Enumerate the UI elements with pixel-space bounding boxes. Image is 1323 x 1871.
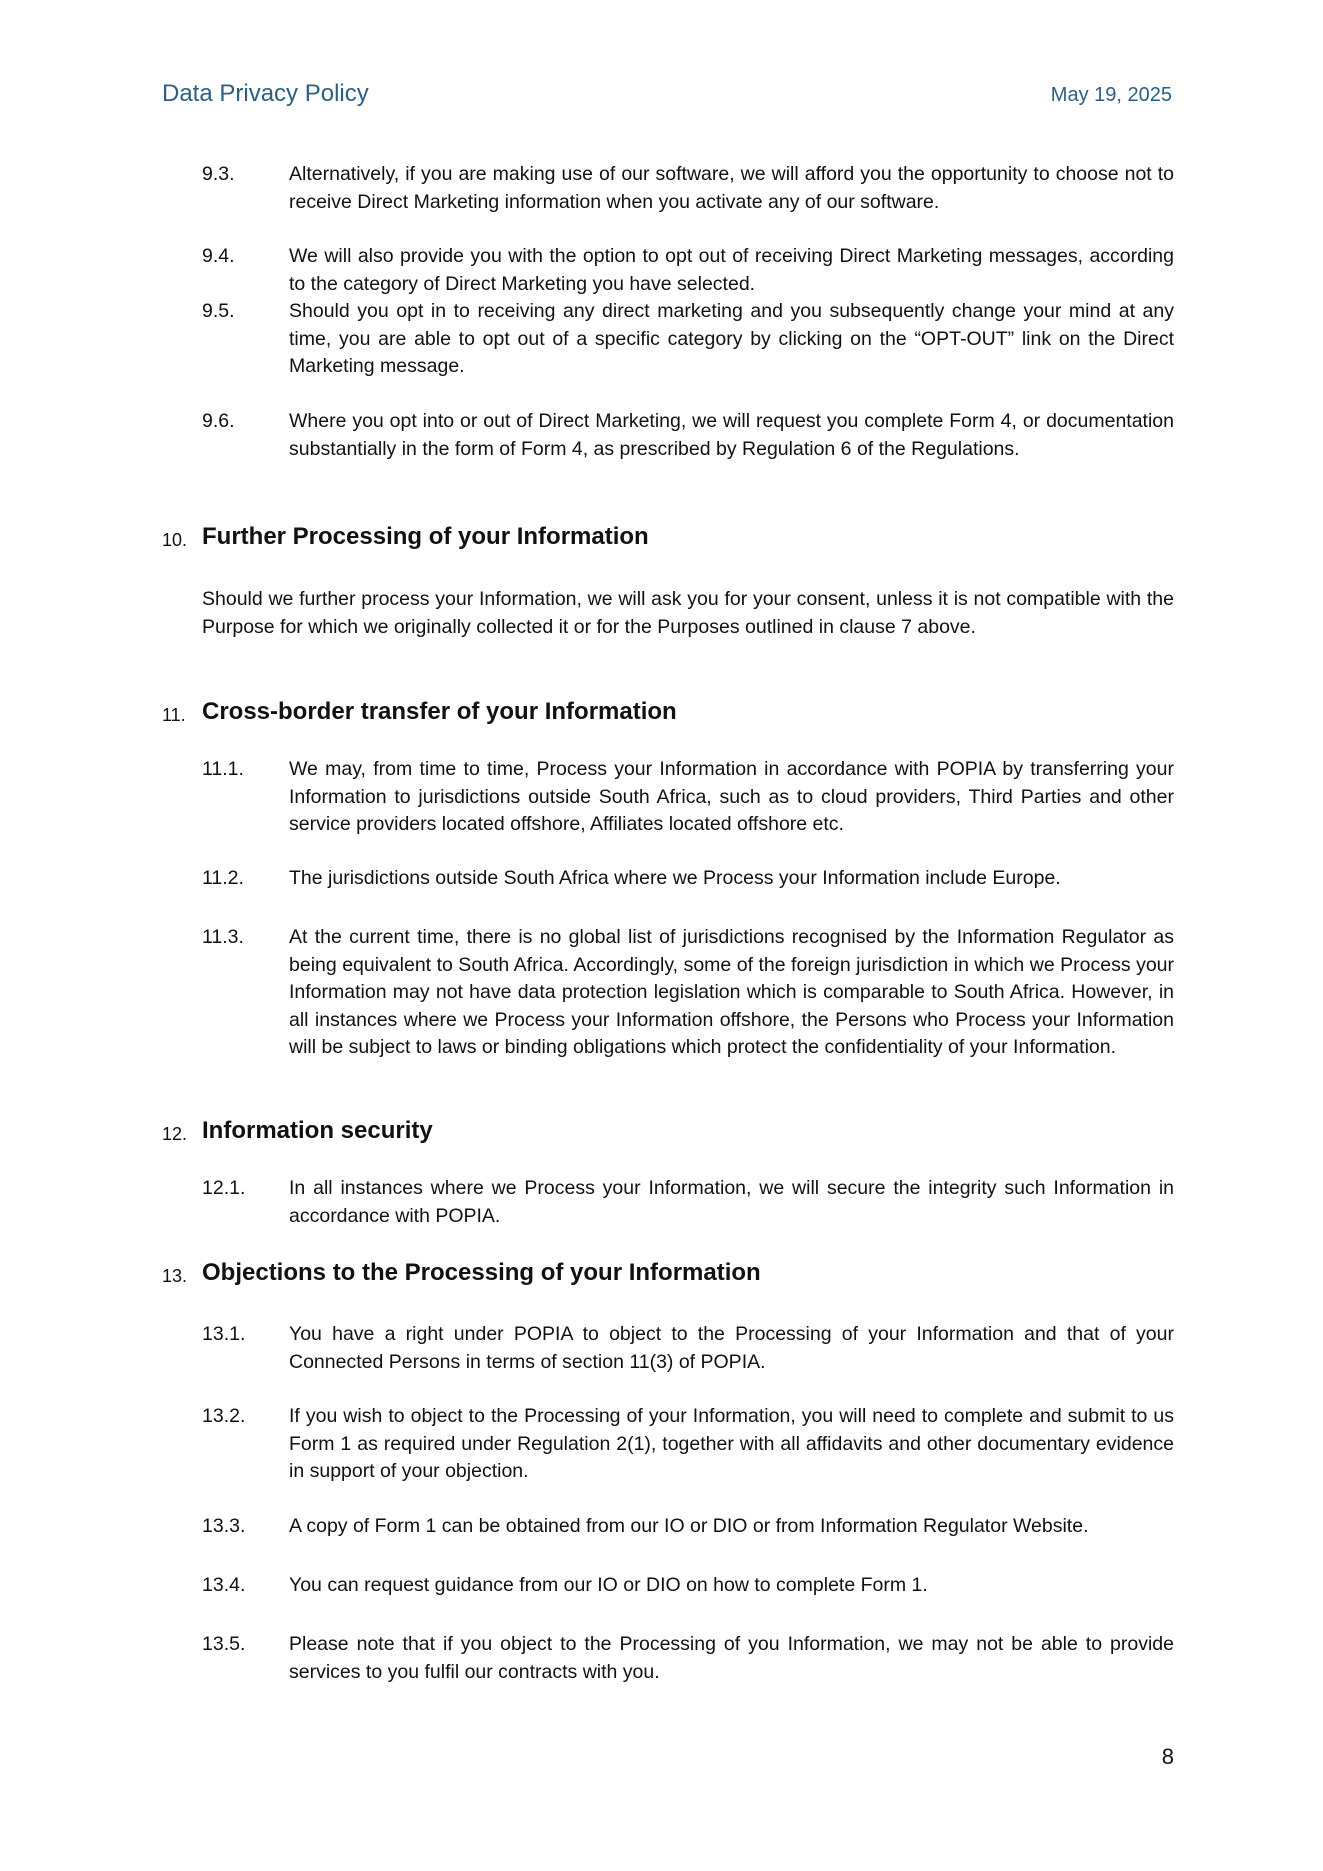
clause-12-1 bbox=[202, 1175, 1174, 1230]
clause-number: 13.5. bbox=[202, 1633, 246, 1655]
clause-text: In all instances where we Process your Information, we will secure the integrity such Information in accordance with POPIA. bbox=[289, 1177, 1174, 1227]
clause-11-2 bbox=[202, 865, 1174, 893]
section-title: Information security bbox=[202, 1117, 433, 1144]
document-date: May 19, 2025 bbox=[1050, 84, 1172, 106]
section-11-heading bbox=[162, 698, 1174, 732]
section-title: Further Processing of your Information bbox=[202, 523, 649, 550]
clause-9-3 bbox=[202, 161, 1174, 216]
clause-number: 9.4. bbox=[202, 245, 235, 267]
clause-text: Alternatively, if you are making use of our software, we will afford you the opportunity to choose not to receive Direct Marketing information when you activate any of our software. bbox=[289, 163, 1174, 213]
clause-text: We may, from time to time, Process your Information in accordance with POPIA by transferring your Information to jurisdictions outside South Africa, such as to cloud providers, Third Parties and other service providers located offshore, Affiliates located offshore etc. bbox=[289, 758, 1174, 835]
clause-text: Please note that if you object to the Processing of you Information, we may not be able to provide services to you fulfil our contracts with you. bbox=[289, 1633, 1174, 1683]
clause-number: 9.5. bbox=[202, 300, 235, 322]
clause-text: You can request guidance from our IO or DIO on how to complete Form 1. bbox=[289, 1574, 928, 1596]
page-header bbox=[162, 80, 1172, 114]
section-10-heading bbox=[162, 523, 1174, 557]
section-number: 11. bbox=[162, 705, 186, 725]
clause-number: 11.1. bbox=[202, 758, 244, 780]
clause-number: 13.4. bbox=[202, 1574, 246, 1596]
clause-number: 9.3. bbox=[202, 163, 235, 185]
clause-9-6 bbox=[202, 408, 1174, 463]
clause-13-2 bbox=[202, 1403, 1174, 1486]
clause-11-1 bbox=[202, 756, 1174, 839]
clause-text: A copy of Form 1 can be obtained from our IO or DIO or from Information Regulator Website. bbox=[289, 1515, 1089, 1537]
section-13-heading bbox=[162, 1259, 1174, 1293]
clause-text: The jurisdictions outside South Africa where we Process your Information include Europe. bbox=[289, 867, 1061, 889]
section-number: 10. bbox=[162, 530, 188, 550]
clause-number: 11.2. bbox=[202, 867, 244, 889]
clause-text: At the current time, there is no global list of jurisdictions recognised by the Information Regulator as being equivalent to South Africa. Accordingly, some of the foreign jurisdiction in which we Process your Information may not have data protection legislation which is comparable to South Africa. However, in all instances where we Process your Information offshore, the Persons who Process your Information will be subject to laws or binding obligations which protect the confidentiality of your Information. bbox=[289, 926, 1174, 1058]
clause-13-5 bbox=[202, 1631, 1174, 1686]
clause-9-4 bbox=[202, 243, 1174, 298]
page-number: 8 bbox=[1161, 1744, 1174, 1769]
clause-text: Should you opt in to receiving any direct marketing and you subsequently change your mind at any time, you are able to opt out of a specific category by clicking on the “OPT-OUT” link on the Direct Marketing message. bbox=[289, 300, 1174, 377]
clause-text: Where you opt into or out of Direct Marketing, we will request you complete Form 4, or documentation substantially in the form of Form 4, as prescribed by Regulation 6 of the Regulations. bbox=[289, 410, 1174, 460]
clause-number: 9.6. bbox=[202, 410, 235, 432]
section-12-heading bbox=[162, 1117, 1174, 1151]
section-number: 13. bbox=[162, 1266, 188, 1286]
clause-text: You have a right under POPIA to object to the Processing of your Information and that of your Connected Persons in terms of section 11(3) of POPIA. bbox=[289, 1323, 1174, 1373]
clause-13-3 bbox=[202, 1513, 1174, 1541]
clause-number: 13.2. bbox=[202, 1405, 246, 1427]
clause-number: 13.1. bbox=[202, 1323, 246, 1345]
clause-text: If you wish to object to the Processing of your Information, you will need to complete and submit to us Form 1 as required under Regulation 2(1), together with all affidavits and other documentary evidence in support of your objection. bbox=[289, 1405, 1174, 1482]
clause-9-5 bbox=[202, 298, 1174, 381]
section-number: 12. bbox=[162, 1124, 188, 1144]
section-title: Objections to the Processing of your Information bbox=[202, 1259, 761, 1286]
clause-text: We will also provide you with the option to opt out of receiving Direct Marketing messages, according to the category of Direct Marketing you have selected. bbox=[289, 245, 1174, 295]
clause-13-1 bbox=[202, 1321, 1174, 1376]
document-title: Data Privacy Policy bbox=[162, 80, 369, 107]
section-10-body: Should we further process your Information, we will ask you for your consent, unless it is not compatible with the Purpose for which we originally collected it or for the Purposes outlined in clause 7 above. bbox=[202, 588, 1174, 638]
clause-number: 13.3. bbox=[202, 1515, 246, 1537]
clause-13-4 bbox=[202, 1572, 1174, 1600]
clause-number: 12.1. bbox=[202, 1177, 246, 1199]
section-title: Cross-border transfer of your Information bbox=[202, 698, 677, 725]
clause-number: 11.3. bbox=[202, 926, 244, 948]
clause-11-3 bbox=[202, 924, 1174, 1062]
